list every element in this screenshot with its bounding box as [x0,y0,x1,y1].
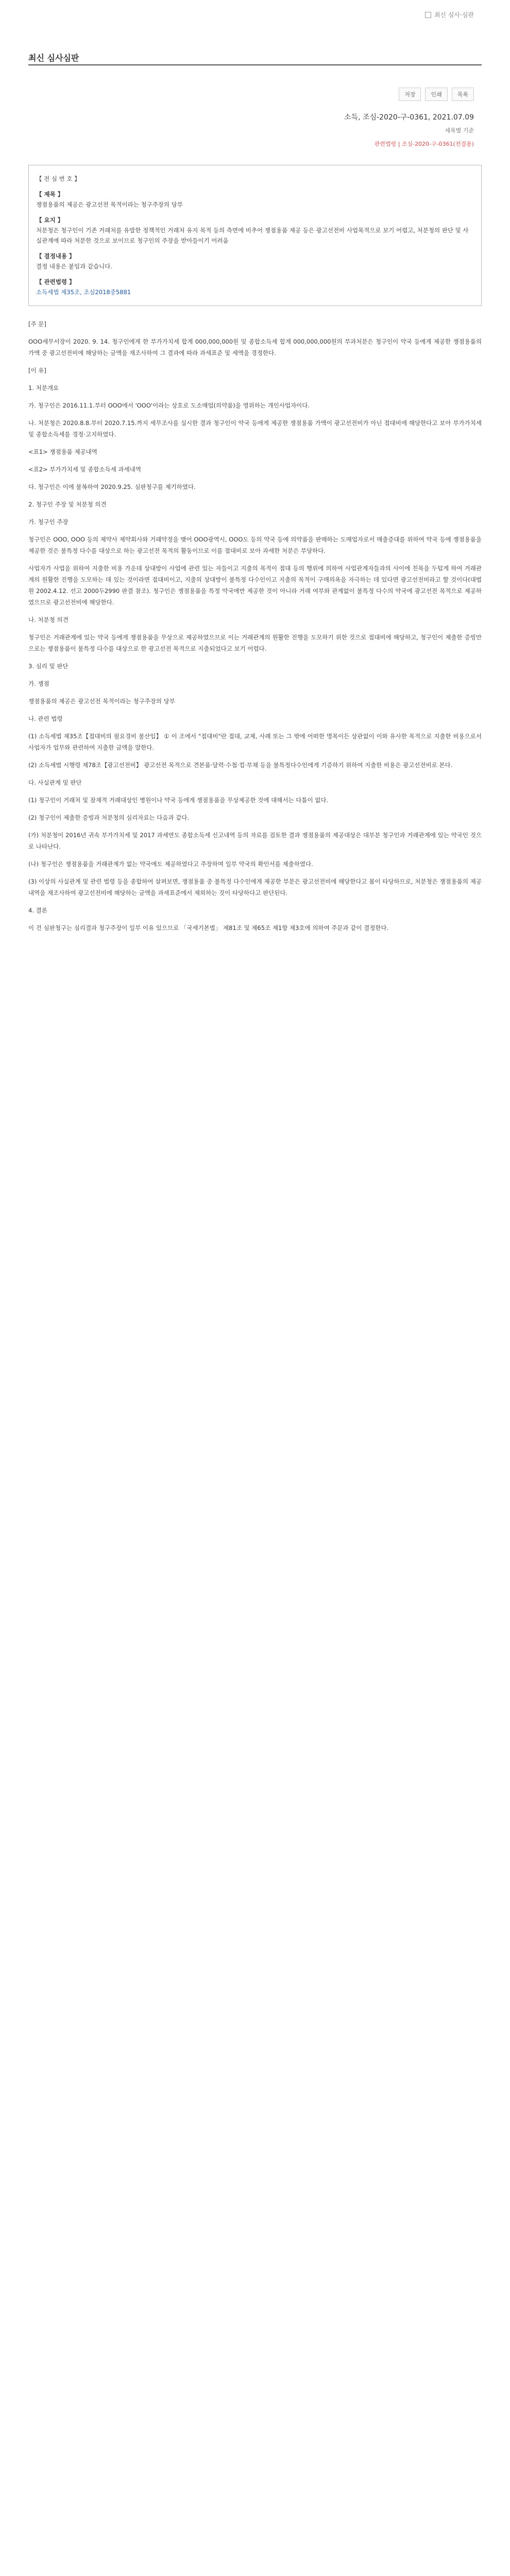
print-button[interactable]: 인쇄 [425,88,447,101]
top-bar [0,0,510,24]
list-button[interactable]: 목록 [452,88,474,101]
breadcrumb[interactable] [425,10,474,19]
related-law-link[interactable] [36,287,474,297]
paragraph: 다. 사실관계 및 판단 [28,779,82,786]
title-divider [28,64,482,65]
paragraph: 청구인은 거래관계에 있는 약국 등에게 쟁점용품을 무상으로 제공하였으므로 이는 거래관계의 원활한 진행을 도모하기 위한 것으로 접대비에 해당하고, 청구인이 제출한 증빙만으로는 쟁점용품이 불특정 다수를 대상으로 한 광고선전 목적으로 지출되었다고 보기 어렵다. [28,634,482,652]
paragraph: 다. 청구인은 이에 불복하여 2020.9.25. 심판청구를 제기하였다. [28,483,196,490]
content [28,165,482,940]
paragraph: 나. 처분청은 2020.8.8.부터 2020.7.15.까지 세무조사를 실시한 결과 청구인이 약국 등에게 제공한 쟁점용품 가액이 광고선전비가 아닌 접대비에 해당한다고 보아 부가가치세 및 종합소득세를 경정·고지하였다. [28,419,482,438]
page-title: 최신 심사심판 [28,53,79,63]
toolbar [399,88,474,101]
paragraph: (2) 청구인이 제출한 증빙과 처분청의 심리자료는 다음과 같다. [28,814,190,821]
paragraph: <표1> 쟁점용품 제공내역 [28,448,97,455]
paragraph: 1. 처분개요 [28,384,59,392]
paragraph: 이 건 심판청구는 심리결과 청구주장이 일부 이유 있으므로 「국세기본법」 제81조 및 제65조 제1항 제3호에 의하여 주문과 같이 결정한다. [28,924,389,931]
summary-line: 쟁점용품의 제공은 광고선전 목적이라는 청구주장의 당부 [36,201,183,208]
summary-line: 결정 내용은 붙임과 같습니다. [36,263,112,270]
paragraph: (가) 처분청이 2016년 귀속 부가가치세 및 2017 과세연도 종합소득세 신고내역 등의 자료를 검토한 결과 쟁점용품의 제공대상은 대부분 청구인과 거래관계에 있는 약국인 것으로 나타난다. [28,832,482,850]
paragraph: 3. 심리 및 판단 [28,663,69,670]
home-icon[interactable] [425,12,431,18]
paragraph: 2. 청구인 주장 및 처분청 의견 [28,501,107,508]
case-meta [344,111,474,151]
paragraph: 나. 관련 법령 [28,715,63,722]
paragraph: 4. 결론 [28,907,47,914]
paragraph: 청구인은 OOO, OOO 등의 제약사 제약회사와 거래약정을 맺어 OOO광역시, OOO도 등의 약국 등에 의약품을 판매하는 도매업자로서 매출증대를 위하여 약국 등에 쟁점용품을 제공한 것은 불특정 다수를 대상으로 하는 광고선전 목적의 활동이므로 이를 접대비로 보아 과세한 처분은 부당하다. [28,536,482,554]
summary-heading-title: 【 제목 】 [36,191,64,198]
case-meta-line3[interactable]: 관련법령 | 조심-2020-구-0361(전결용) [374,141,474,147]
related-law-link-text[interactable]: 소득세법 제35조, 조심2018중5881 [36,289,131,296]
paragraph: 나. 처분청 의견 [28,616,69,623]
case-meta-line2: 세목별 기준 [445,127,474,134]
paragraph: (1) 청구인이 거래처 및 잠재적 거래대상인 병원이나 약국 등에게 쟁점용품을 무상제공한 것에 대해서는 다툼이 없다. [28,796,329,804]
paragraph: 가. 청구인은 2016.11.1.부터 OOO에서 'OOO'이라는 상호로 도소매업(의약품)을 영위하는 개인사업자이다. [28,402,310,409]
paragraph: [주 문] [28,320,46,328]
summary-box [28,165,482,306]
summary-line: 처분청은 청구인이 기존 거래처를 유발한 정책적인 거래처 유지 목적 등의 측면에 비추어 쟁점용품 제공 등은 광고선전비 사업목적으로 보기 어렵고, 처분청의 판단 및 사실관계에 따라 처분한 것으로 보이므로 청구인의 주장을 받아들이기 어려움 [36,227,469,244]
save-button[interactable]: 저장 [399,88,421,101]
paragraph: <표2> 부가가치세 및 종합소득세 과세내역 [28,466,141,473]
case-meta-line1: 소득, 조심-2020-구-0361, 2021.07.09 [344,113,474,122]
paragraph: (1) 소득세법 제35조【접대비의 필요경비 불산입】 ① 이 조에서 "접대비"란 접대, 교제, 사례 또는 그 밖에 어떠한 명목이든 상관없이 이와 유사한 목적으로 지출한 비용으로서 사업자가 업무와 관련하여 지출한 금액을 말한다. [28,733,482,751]
summary-line: 【 전 심 번 호 】 [36,175,80,182]
summary-heading-laws: 【 관련법령 】 [36,278,75,285]
paragraph: 쟁점용품의 제공은 광고선전 목적이라는 청구주장의 당부 [28,698,175,705]
paragraph: OOO세무서장이 2020. 9. 14. 청구인에게 한 부가가치세 합계 000,000,000원 및 종합소득세 합계 000,000,000원의 부과처분은 청구인이 약국 등에게 제공한 쟁점용품의 가액 중 광고선전비에 해당하는 금액을 재조사하여 그 결과에 따라 과세표준 및 세액을 경정한다. [28,338,482,357]
decision-text [28,318,482,934]
paragraph: 가. 쟁점 [28,680,49,687]
page-header [28,52,482,63]
paragraph: 사업자가 사업을 위하여 지출한 비용 가운데 상대방이 사업에 관련 있는 자들이고 지출의 목적이 접대 등의 행위에 의하여 사업관계자들과의 사이에 친목을 두텁게 하여 거래관계의 원활한 진행을 도모하는 데 있는 것이라면 접대비이고, 지출의 상대방이 불특정 다수인이고 지출의 목적이 구매의욕을 자극하는 데 있다면 광고선전비라고 할 것이다(대법원 2002.4.12. 선고 2000두2990 판결 참조). 청구인은 쟁점용품을 특정 약국에만 제공한 것이 아니라 거래 여부와 관계없이 불특정 다수의 약국에 광고선전 목적으로 제공하였으므로 광고선전비에 해당한다. [28,565,482,606]
breadcrumb-label[interactable]: 최신 심사·심판 [434,11,474,19]
paragraph: [이 유] [28,367,46,374]
summary-heading-decision: 【 결정내용 】 [36,252,75,260]
paragraph: (3) 이상의 사실관계 및 관련 법령 등을 종합하여 살펴보면, 쟁점용품 중 불특정 다수인에게 제공한 부분은 광고선전비에 해당한다고 봄이 타당하므로, 처분청은 쟁점용품의 제공내역을 재조사하여 광고선전비에 해당하는 금액을 과세표준에서 제외하는 것이 타당하다고 판단된다. [28,878,482,896]
paragraph: (2) 소득세법 시행령 제78조【광고선전비】 광고선전 목적으로 견본품·달력·수첩·컵·부채 등을 불특정다수인에게 기증하기 위하여 지출한 비용은 광고선전비로 본다. [28,761,453,769]
summary-heading-gist: 【 요지 】 [36,216,64,224]
paragraph: 가. 청구인 주장 [28,518,69,526]
paragraph: (나) 청구인은 쟁점용품을 거래관계가 없는 약국에도 제공하였다고 주장하며 일부 약국의 확인서를 제출하였다. [28,860,313,868]
